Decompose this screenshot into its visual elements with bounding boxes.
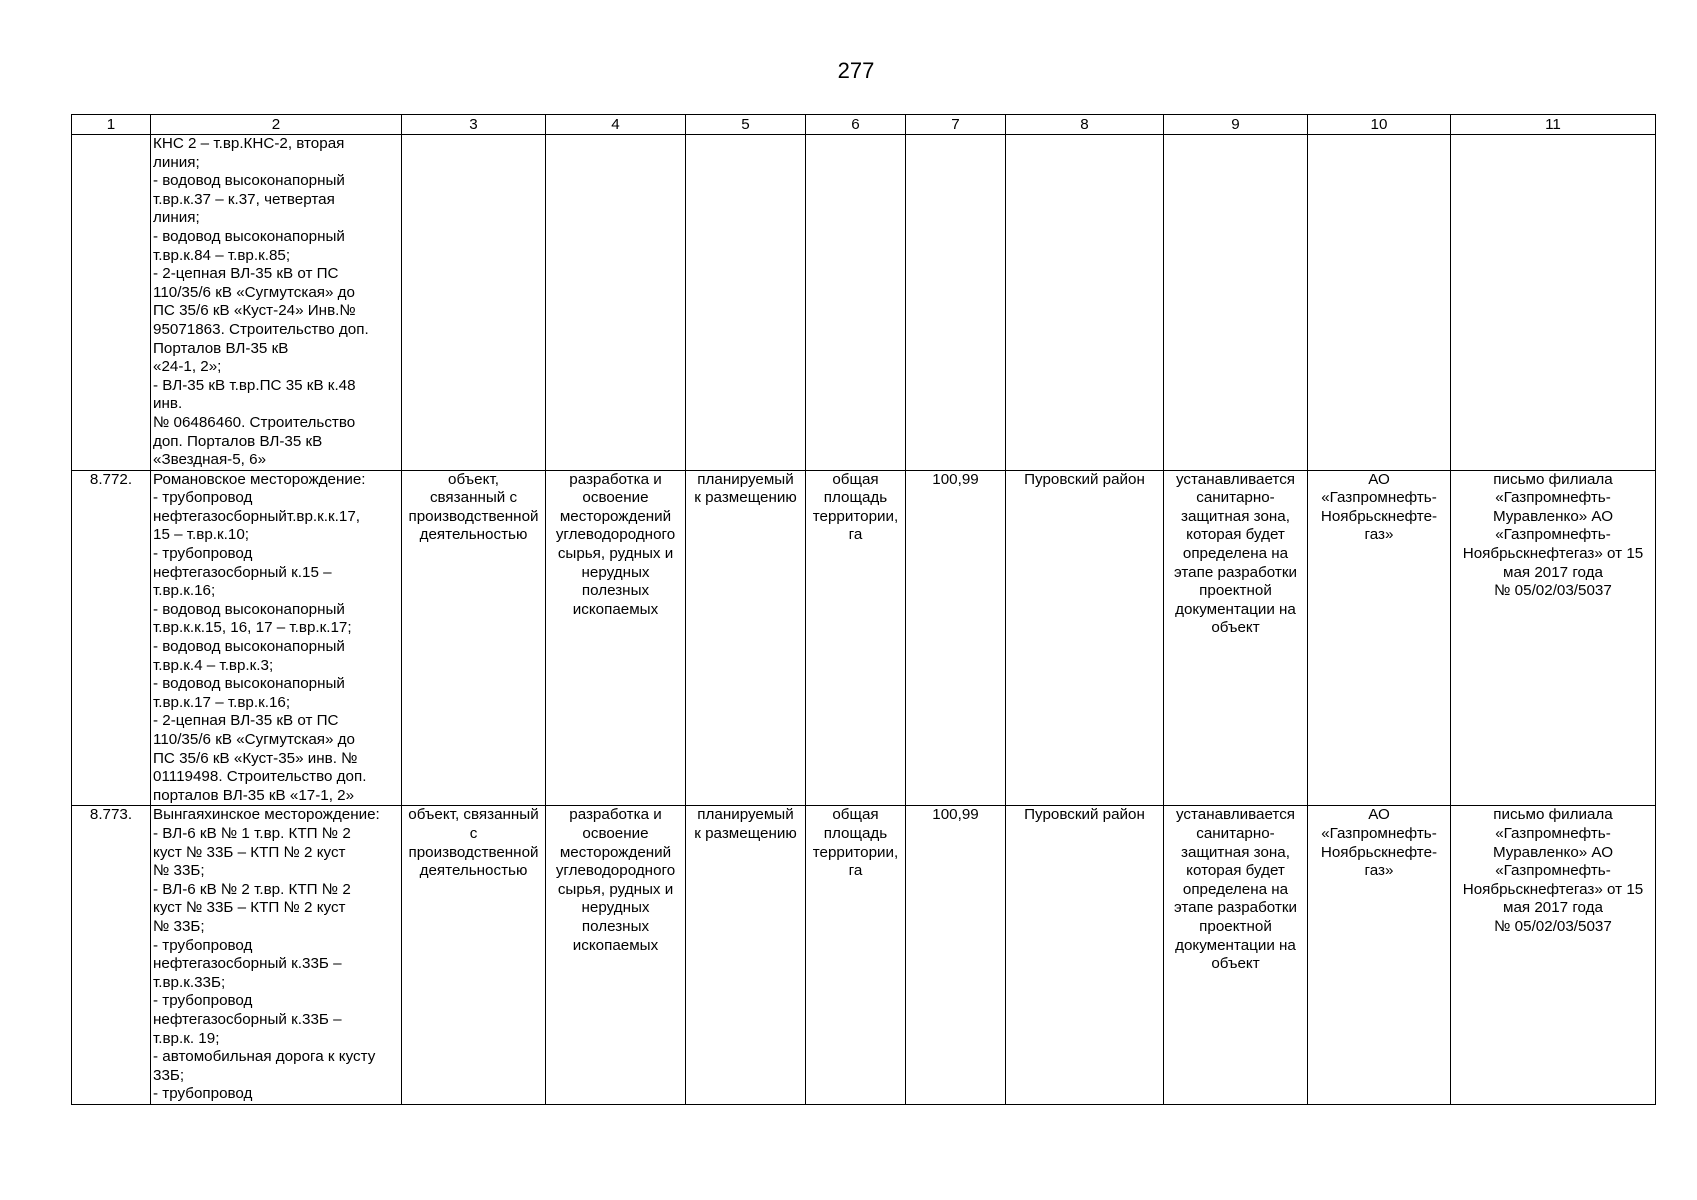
row-number — [72, 135, 151, 471]
basis-document: письмо филиала «Газпромнефть- Муравленко» АО «Газпромнефть- Ноябрьскнефтегаз» от 15 мая 2017 года № 05/02/03/5037 — [1451, 806, 1656, 1105]
organization — [1308, 135, 1451, 471]
object-description: Вынгаяхинское месторождение: - ВЛ-6 кВ № 1 т.вр. КТП № 2 куст № 33Б – КТП № 2 куст № 33Б; - ВЛ-6 кВ № 2 т.вр. КТП № 2 куст № 33Б – КТП № 2 куст № 33Б; - трубопровод нефтегазосборный к.33Б – т.вр.к.33Б; - трубопровод нефтегазосборный к.33Б – т.вр.к. 19; - автомобильная дорога к кусту 33Б; - трубопровод — [151, 806, 402, 1105]
header-cell: 3 — [402, 115, 546, 135]
row-number: 8.773. — [72, 806, 151, 1105]
object-description: Романовское месторождение: - трубопровод нефтегазосборныйт.вр.к.к.17, 15 – т.вр.к.10; - трубопровод нефтегазосборный к.15 – т.вр.к.16; - водовод высоконапорный т.вр.к.к.15, 16, 17 – т.вр.к.17; - водовод высоконапорный т.вр.к.4 – т.вр.к.3; - водовод высоконапорный т.вр.к.17 – т.вр.к.16; - 2-цепная ВЛ-35 кВ от ПС 110/35/6 кВ «Сугмутская» до ПС 35/6 кВ «Куст-35» инв. № 01119498. Строительство доп. порталов ВЛ-35 кВ «17-1, 2» — [151, 470, 402, 806]
header-cell: 1 — [72, 115, 151, 135]
row-number: 8.772. — [72, 470, 151, 806]
page-number: 277 — [837, 58, 875, 83]
header-cell: 2 — [151, 115, 402, 135]
characteristic-value: 100,99 — [906, 470, 1006, 806]
location: Пуровский район — [1006, 470, 1164, 806]
object-type: объект, связанный с производственной деятельностью — [402, 806, 546, 1105]
characteristic-name: общая площадь территории, га — [806, 806, 906, 1105]
characteristic-value: 100,99 — [906, 806, 1006, 1105]
object-purpose: разработка и освоение месторождений углеводородного сырья, рудных и нерудных полезных ископаемых — [546, 470, 686, 806]
object-purpose: разработка и освоение месторождений углеводородного сырья, рудных и нерудных полезных ископаемых — [546, 806, 686, 1105]
table-row — [72, 806, 1656, 1105]
registry-table — [71, 114, 1656, 1105]
header-cell: 5 — [686, 115, 806, 135]
table-row — [72, 135, 1656, 471]
characteristic-name: общая площадь территории, га — [806, 470, 906, 806]
organization: АО «Газпромнефть- Ноябрьскнефте- газ» — [1308, 470, 1451, 806]
column-number-header-row — [72, 115, 1656, 135]
header-cell: 9 — [1164, 115, 1308, 135]
header-cell: 6 — [806, 115, 906, 135]
characteristic-name — [806, 135, 906, 471]
object-status: планируемый к размещению — [686, 806, 806, 1105]
location: Пуровский район — [1006, 806, 1164, 1105]
zone-info: устанавливается санитарно- защитная зона, которая будет определена на этапе разработки проектной документации на объект — [1164, 470, 1308, 806]
zone-info: устанавливается санитарно- защитная зона, которая будет определена на этапе разработки проектной документации на объект — [1164, 806, 1308, 1105]
object-status: планируемый к размещению — [686, 470, 806, 806]
organization: АО «Газпромнефть- Ноябрьскнефте- газ» — [1308, 806, 1451, 1105]
object-purpose — [546, 135, 686, 471]
characteristic-value — [906, 135, 1006, 471]
location — [1006, 135, 1164, 471]
basis-document: письмо филиала «Газпромнефть- Муравленко» АО «Газпромнефть- Ноябрьскнефтегаз» от 15 мая 2017 года № 05/02/03/5037 — [1451, 470, 1656, 806]
header-cell: 8 — [1006, 115, 1164, 135]
zone-info — [1164, 135, 1308, 471]
header-cell: 4 — [546, 115, 686, 135]
object-status — [686, 135, 806, 471]
object-type — [402, 135, 546, 471]
header-cell: 11 — [1451, 115, 1656, 135]
object-description: КНС 2 – т.вр.КНС-2, вторая линия; - водовод высоконапорный т.вр.к.37 – к.37, четвертая линия; - водовод высоконапорный т.вр.к.84 – т.вр.к.85; - 2-цепная ВЛ-35 кВ от ПС 110/35/6 кВ «Сугмутская» до ПС 35/6 кВ «Куст-24» Инв.№ 95071863. Строительство доп. Порталов ВЛ-35 кВ «24-1, 2»; - ВЛ-35 кВ т.вр.ПС 35 кВ к.48 инв. № 06486460. Строительство доп. Порталов ВЛ-35 кВ «Звездная-5, 6» — [151, 135, 402, 471]
header-cell: 10 — [1308, 115, 1451, 135]
object-type: объект, связанный с производственной деятельностью — [402, 470, 546, 806]
basis-document — [1451, 135, 1656, 471]
table-row — [72, 470, 1656, 806]
header-cell: 7 — [906, 115, 1006, 135]
